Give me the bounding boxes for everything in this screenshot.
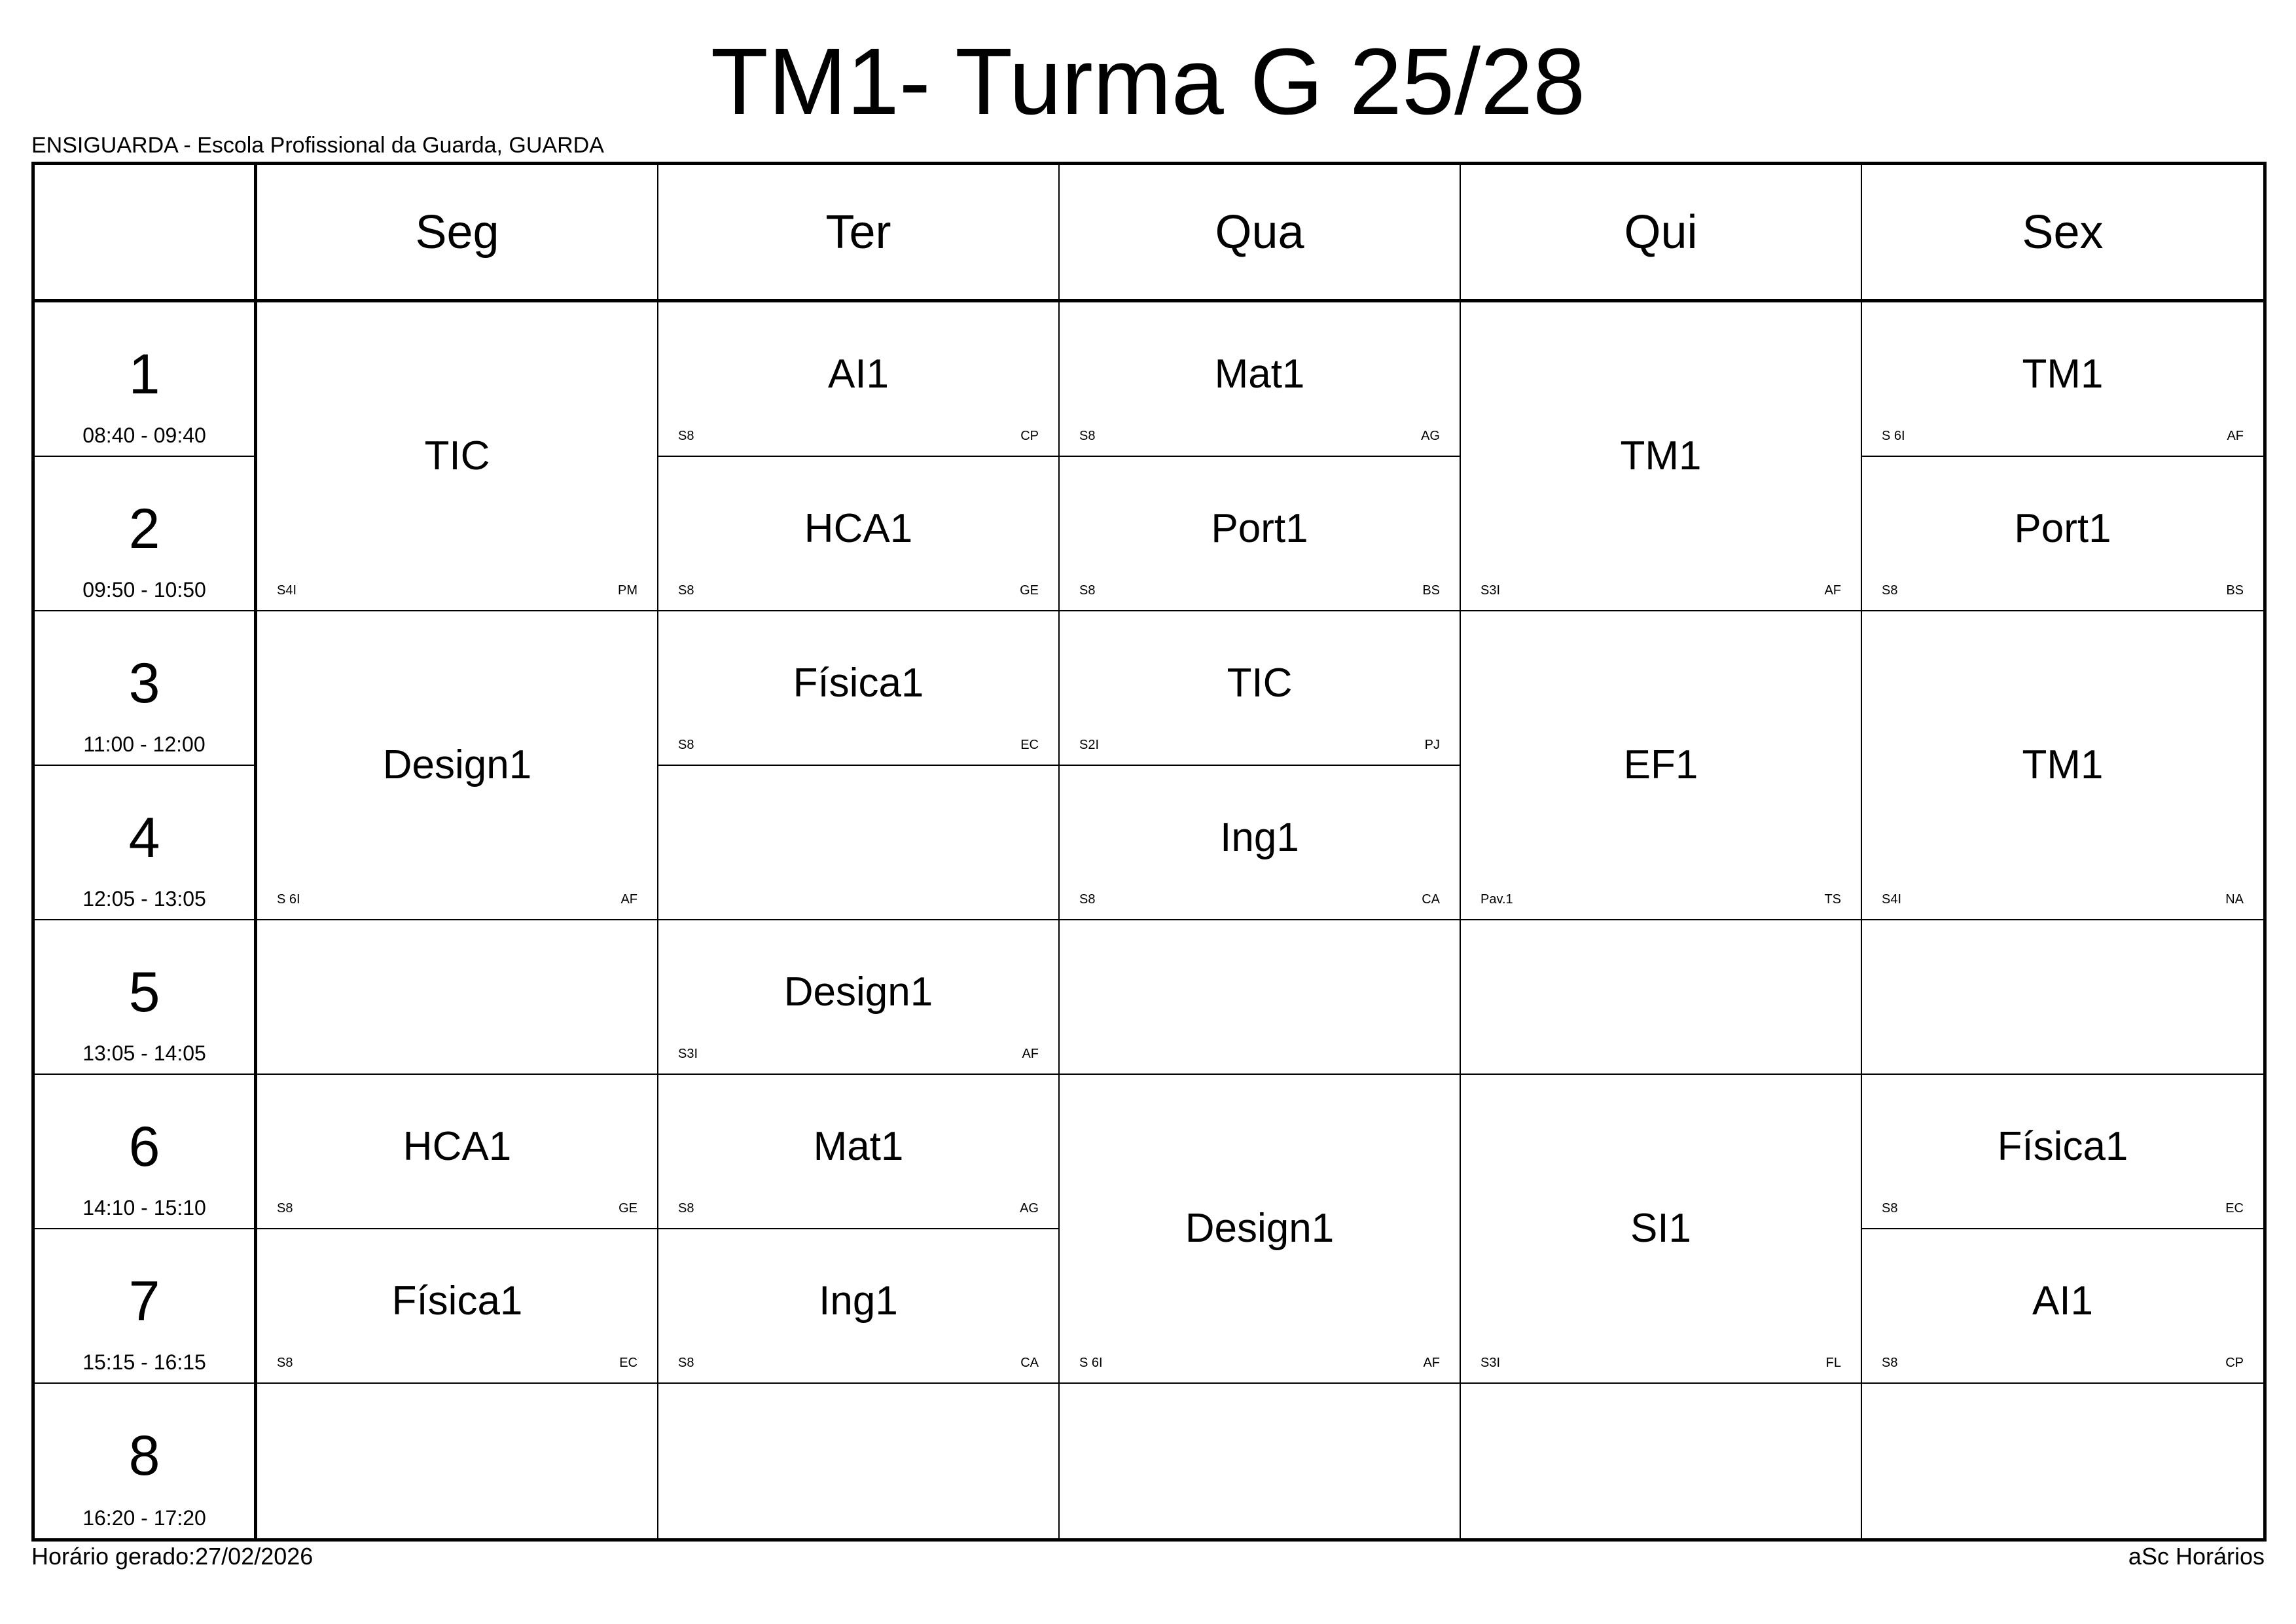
empty-cell — [658, 1384, 1060, 1538]
lesson-subject: TIC — [424, 433, 490, 478]
lesson-subject: AI1 — [2032, 1278, 2094, 1324]
period-time: 16:20 - 17:20 — [82, 1506, 206, 1530]
period-label — [35, 302, 257, 457]
period-time: 13:05 - 14:05 — [82, 1041, 206, 1065]
timetable-title: TM1- Turma G 25/28 — [710, 29, 1586, 134]
period-time: 08:40 - 09:40 — [82, 424, 206, 447]
lesson-subject: TM1 — [2022, 742, 2104, 787]
lesson-room: Pav.1 — [1480, 892, 1513, 907]
lesson-room: S3I — [1480, 1356, 1501, 1370]
lesson-teacher: AF — [1824, 583, 1841, 598]
lesson-subject: TM1 — [1620, 433, 1702, 478]
lesson-subject: TM1 — [2022, 352, 2104, 397]
lesson-room: S8 — [277, 1201, 293, 1216]
lesson-subject: TIC — [1227, 660, 1293, 706]
lesson-subject: EF1 — [1623, 742, 1698, 787]
lesson-room: S3I — [1480, 583, 1501, 598]
corner-cell — [35, 165, 257, 302]
lesson-room: S8 — [1079, 892, 1096, 907]
day-header: Sex — [1862, 165, 2263, 302]
lesson-subject: Port1 — [1211, 506, 1308, 551]
lesson-cell — [257, 1075, 658, 1229]
lesson-teacher: AG — [1020, 1201, 1039, 1216]
empty-cell — [257, 920, 658, 1075]
lesson-teacher: FL — [1825, 1356, 1841, 1370]
lesson-teacher: AF — [2227, 429, 2244, 443]
lesson-teacher: BS — [1422, 583, 1440, 598]
lesson-cell — [1461, 1075, 1862, 1384]
period-label — [35, 1075, 257, 1229]
lesson-room: S8 — [678, 738, 694, 752]
empty-cell — [1461, 1384, 1862, 1538]
lesson-subject: Física1 — [793, 660, 924, 706]
lesson-cell — [257, 1229, 658, 1384]
lesson-cell — [257, 302, 658, 611]
period-label — [35, 766, 257, 920]
lesson-cell — [1862, 611, 2263, 920]
lesson-subject: Design1 — [783, 969, 933, 1015]
lesson-cell — [1862, 302, 2263, 457]
lesson-teacher: CA — [1020, 1356, 1039, 1370]
period-number: 5 — [128, 961, 160, 1024]
lesson-teacher: BS — [2226, 583, 2244, 598]
lesson-subject: Ing1 — [819, 1278, 898, 1324]
lesson-subject: Física1 — [1997, 1124, 2128, 1169]
lesson-room: S8 — [1079, 583, 1096, 598]
lesson-room: S8 — [678, 1201, 694, 1216]
lesson-cell — [1862, 1075, 2263, 1229]
lesson-cell — [658, 1229, 1060, 1384]
lesson-room: S 6I — [1882, 429, 1905, 443]
lesson-teacher: GE — [1020, 583, 1039, 598]
empty-cell — [1862, 920, 2263, 1075]
period-number: 2 — [128, 497, 160, 560]
period-number: 7 — [128, 1270, 160, 1333]
empty-cell — [1060, 920, 1461, 1075]
lesson-room: S3I — [678, 1047, 698, 1061]
period-time: 14:10 - 15:10 — [82, 1196, 206, 1219]
lesson-teacher: CA — [1422, 892, 1440, 907]
lesson-room: S8 — [1079, 429, 1096, 443]
lesson-subject: Design1 — [1185, 1206, 1335, 1251]
school-name: ENSIGUARDA - Escola Profissional da Guarda, GUARDA — [31, 133, 604, 158]
lesson-teacher: AF — [1423, 1356, 1440, 1370]
lesson-cell — [257, 611, 658, 920]
lesson-teacher: EC — [619, 1356, 637, 1370]
period-number: 8 — [128, 1424, 160, 1487]
period-label — [35, 457, 257, 611]
period-time: 15:15 - 16:15 — [82, 1350, 206, 1374]
lesson-cell — [658, 457, 1060, 611]
period-number: 4 — [128, 806, 160, 869]
lesson-teacher: AF — [1022, 1047, 1039, 1061]
lesson-cell — [1060, 766, 1461, 920]
lesson-teacher: GE — [619, 1201, 637, 1216]
lesson-subject: Física1 — [391, 1278, 523, 1324]
empty-cell — [1862, 1384, 2263, 1538]
empty-cell — [257, 1384, 658, 1538]
lesson-room: S8 — [1882, 1356, 1898, 1370]
lesson-room: S8 — [1882, 583, 1898, 598]
lesson-cell — [1060, 611, 1461, 766]
lesson-cell — [1461, 611, 1862, 920]
lesson-teacher: PJ — [1424, 738, 1440, 752]
generated-date: Horário gerado:27/02/2026 — [31, 1543, 314, 1570]
day-header: Qui — [1461, 165, 1862, 302]
lesson-cell — [1862, 1229, 2263, 1384]
lesson-cell — [658, 1075, 1060, 1229]
lesson-room: S8 — [678, 583, 694, 598]
lesson-cell — [658, 611, 1060, 766]
period-label — [35, 611, 257, 766]
lesson-cell — [658, 920, 1060, 1075]
lesson-room: S8 — [678, 1356, 694, 1370]
lesson-teacher: NA — [2225, 892, 2244, 907]
lesson-subject: Ing1 — [1220, 815, 1299, 860]
lesson-room: S2I — [1079, 738, 1100, 752]
lesson-subject: HCA1 — [403, 1124, 512, 1169]
period-time: 09:50 - 10:50 — [82, 578, 206, 602]
lesson-cell — [1461, 302, 1862, 611]
lesson-room: S8 — [678, 429, 694, 443]
lesson-room: S4I — [1882, 892, 1902, 907]
day-header: Seg — [257, 165, 658, 302]
lesson-cell — [1060, 302, 1461, 457]
lesson-teacher: AG — [1421, 429, 1440, 443]
lesson-teacher: TS — [1824, 892, 1841, 907]
lesson-subject: Mat1 — [813, 1124, 904, 1169]
day-header: Ter — [658, 165, 1060, 302]
lesson-subject: Design1 — [382, 742, 532, 787]
lesson-teacher: PM — [618, 583, 637, 598]
period-label — [35, 1384, 257, 1538]
lesson-subject: Mat1 — [1214, 352, 1305, 397]
lesson-teacher: CP — [1020, 429, 1039, 443]
empty-cell — [1461, 920, 1862, 1075]
period-time: 12:05 - 13:05 — [82, 887, 206, 911]
period-label — [35, 920, 257, 1075]
lesson-room: S 6I — [1079, 1356, 1103, 1370]
lesson-cell — [1862, 457, 2263, 611]
period-number: 6 — [128, 1115, 160, 1178]
lesson-cell — [1060, 1075, 1461, 1384]
lesson-teacher: EC — [1020, 738, 1039, 752]
period-time: 11:00 - 12:00 — [83, 732, 206, 756]
lesson-room: S4I — [277, 583, 297, 598]
lesson-teacher: CP — [2225, 1356, 2244, 1370]
software-credit: aSc Horários — [2128, 1543, 2265, 1570]
lesson-cell — [1060, 457, 1461, 611]
period-number: 3 — [128, 652, 160, 715]
lesson-room: S8 — [1882, 1201, 1898, 1216]
period-number: 1 — [128, 343, 160, 406]
lesson-cell — [658, 302, 1060, 457]
lesson-teacher: AF — [620, 892, 637, 907]
period-label — [35, 1229, 257, 1384]
lesson-teacher: EC — [2225, 1201, 2244, 1216]
lesson-subject: Port1 — [2014, 506, 2111, 551]
timetable-grid — [31, 162, 2267, 1542]
lesson-room: S8 — [277, 1356, 293, 1370]
lesson-room: S 6I — [277, 892, 300, 907]
day-header: Qua — [1060, 165, 1461, 302]
empty-cell — [1060, 1384, 1461, 1538]
lesson-subject: AI1 — [827, 352, 889, 397]
lesson-subject: SI1 — [1630, 1206, 1692, 1251]
lesson-subject: HCA1 — [804, 506, 913, 551]
empty-cell — [658, 766, 1060, 920]
